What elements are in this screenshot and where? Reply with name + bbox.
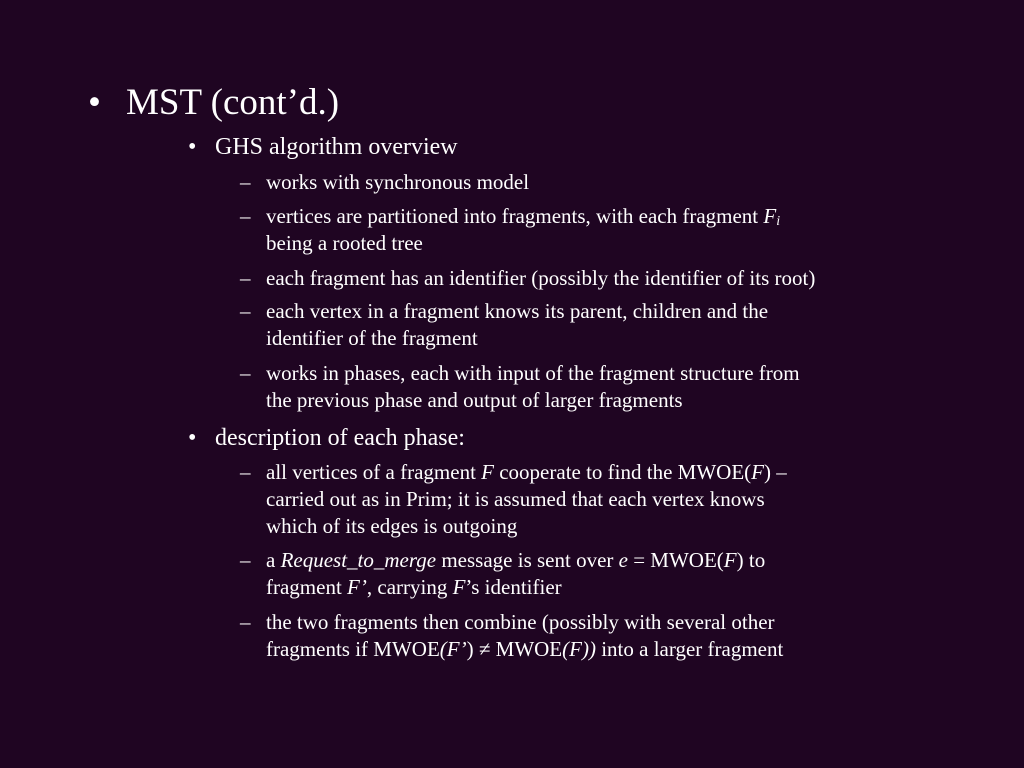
item-text: = MWOE( xyxy=(627,548,724,572)
math-var: (F’ xyxy=(439,637,467,661)
item-text: the previous phase and output of larger fragments xyxy=(266,388,683,412)
dash-icon: – xyxy=(240,170,251,194)
bullet-icon: • xyxy=(188,134,197,160)
item-text: ) ≠ MWOE xyxy=(466,637,563,661)
section-heading-phase xyxy=(188,423,465,453)
item-text: which of its edges is outgoing xyxy=(266,514,518,538)
list-item xyxy=(240,169,956,196)
list-item xyxy=(240,203,956,257)
dash-icon: – xyxy=(240,361,251,385)
item-text: fragments if MWOE xyxy=(266,637,440,661)
math-subscript: i xyxy=(776,214,781,229)
dash-icon: – xyxy=(240,460,251,484)
item-text: cooperate to find the MWOE( xyxy=(493,460,752,484)
dash-icon: – xyxy=(240,299,251,323)
item-text: ) to xyxy=(736,548,766,572)
dash-icon: – xyxy=(240,266,251,290)
list-item xyxy=(240,547,956,601)
section-heading-ghs xyxy=(188,132,458,162)
math-var: F xyxy=(763,204,777,228)
item-text: being a rooted tree xyxy=(266,231,423,255)
item-text: a xyxy=(266,548,281,572)
item-text: carried out as in Prim; it is assumed that each vertex knows xyxy=(266,487,765,511)
bullet-icon: • xyxy=(188,425,197,451)
title-text: MST (cont’d.) xyxy=(126,82,340,123)
math-var: F xyxy=(452,575,466,599)
list-item xyxy=(240,609,956,663)
item-text: the two fragments then combine (possibly with several other xyxy=(266,610,775,634)
list-item xyxy=(240,360,956,414)
section-heading-text: GHS algorithm overview xyxy=(215,134,458,160)
bullet-icon: • xyxy=(88,82,101,123)
list-item xyxy=(240,265,956,292)
item-text: , carrying xyxy=(366,575,453,599)
message-name: Request_to_merge xyxy=(280,548,437,572)
math-var: F’ xyxy=(347,575,367,599)
list-item xyxy=(240,459,956,540)
slide-title xyxy=(88,81,339,125)
item-text: fragment xyxy=(266,575,348,599)
math-var: F xyxy=(751,460,764,484)
item-text: ) – xyxy=(763,460,787,484)
math-var: e xyxy=(618,548,628,572)
item-text: each vertex in a fragment knows its parent, children and the xyxy=(266,299,769,323)
math-var: (F xyxy=(562,637,582,661)
item-text: works with synchronous model xyxy=(266,170,530,194)
math-paren: )) xyxy=(581,637,596,661)
dash-icon: – xyxy=(240,610,251,634)
item-text: works in phases, each with input of the fragment structure from xyxy=(266,361,800,385)
dash-icon: – xyxy=(240,548,251,572)
list-item xyxy=(240,298,956,352)
dash-icon: – xyxy=(240,204,251,228)
item-text: vertices are partitioned into fragments, with each fragment xyxy=(266,204,764,228)
item-text: each fragment has an identifier (possibly the identifier of its root) xyxy=(266,266,816,290)
item-text: message is sent over xyxy=(436,548,619,572)
item-text: ’s identifier xyxy=(465,575,562,599)
item-text: identifier of the fragment xyxy=(266,326,478,350)
section-heading-text: description of each phase: xyxy=(215,425,465,451)
item-text: all vertices of a fragment xyxy=(266,460,482,484)
math-var: F xyxy=(481,460,494,484)
item-text: into a larger fragment xyxy=(595,637,784,661)
math-var: F xyxy=(723,548,737,572)
